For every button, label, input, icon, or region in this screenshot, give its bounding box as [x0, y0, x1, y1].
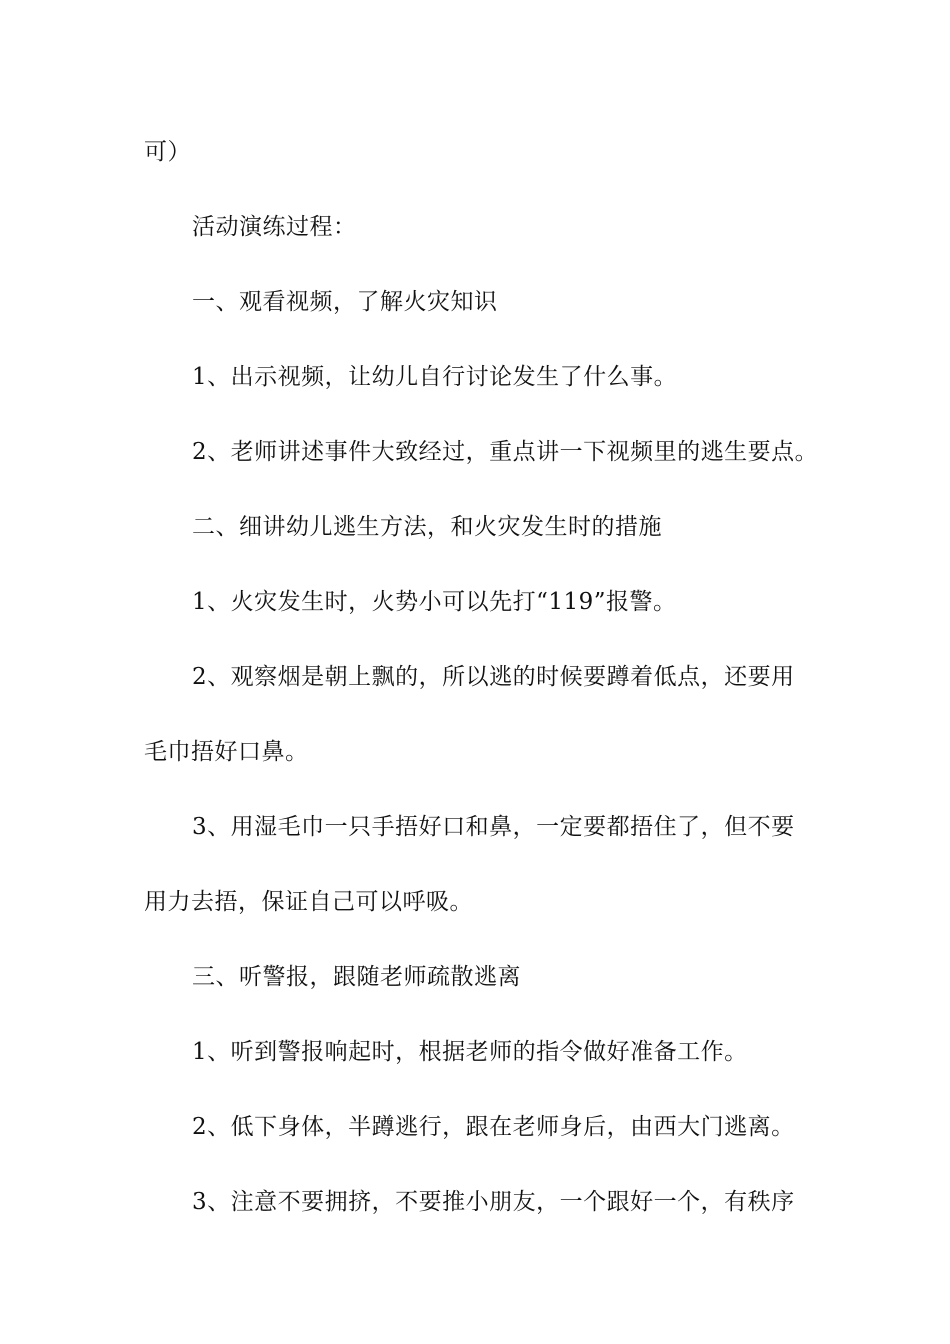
paragraph-line: 2、低下身体，半蹲逃行，跟在老师身后，由西大门逃离。 — [192, 1114, 795, 1140]
section-heading-1: 一、观看视频，了解火灾知识 — [192, 289, 498, 315]
paragraph-line: 毛巾捂好口鼻。 — [144, 739, 309, 765]
text-line-continuation: 可） — [144, 139, 191, 165]
paragraph-line: 2、观察烟是朝上飘的，所以逃的时候要蹲着低点，还要用 — [192, 664, 795, 690]
section-heading-process: 活动演练过程： — [192, 214, 357, 240]
paragraph-line: 3、注意不要拥挤，不要推小朋友，一个跟好一个，有秩序 — [192, 1189, 795, 1215]
paragraph-line: 1、听到警报响起时，根据老师的指令做好准备工作。 — [192, 1039, 748, 1065]
section-heading-2: 二、细讲幼儿逃生方法，和火灾发生时的措施 — [192, 514, 662, 540]
paragraph-line: 3、用湿毛巾一只手捂好口和鼻，一定要都捂住了，但不要 — [192, 814, 795, 840]
paragraph-line: 用力去捂，保证自己可以呼吸。 — [144, 889, 473, 915]
paragraph-line: 1、火灾发生时，火势小可以先打“119”报警。 — [192, 589, 677, 615]
section-heading-3: 三、听警报，跟随老师疏散逃离 — [192, 964, 521, 990]
paragraph-line: 2、老师讲述事件大致经过，重点讲一下视频里的逃生要点。 — [192, 439, 819, 465]
paragraph-line: 1、出示视频，让幼儿自行讨论发生了什么事。 — [192, 364, 678, 390]
